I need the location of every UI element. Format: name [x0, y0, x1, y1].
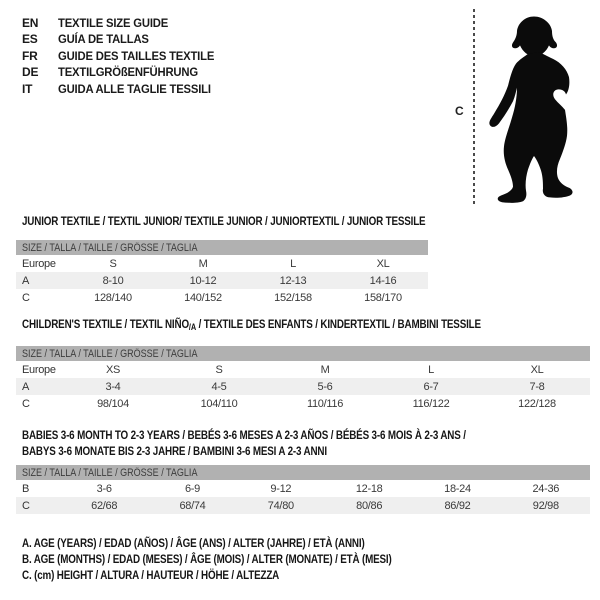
size-header-label: SIZE / TALLA / TAILLE / GRÖSSE / TAGLIA — [22, 241, 198, 254]
value-cell: 98/104 — [97, 397, 129, 410]
table-row-europe — [16, 255, 428, 272]
junior-textile-section — [16, 215, 428, 306]
size-cell: S — [215, 363, 223, 376]
value-cell: 3-4 — [105, 380, 121, 393]
toddler-silhouette-icon — [485, 5, 581, 207]
language-code: EN — [22, 16, 39, 30]
language-title: GUIDA ALLE TAGLIE TESSILI — [58, 81, 211, 96]
size-cell: M — [198, 257, 208, 270]
title-subscript: /A — [188, 322, 196, 332]
row-header-cell: Europe — [22, 257, 56, 270]
size-cell: XL — [530, 363, 544, 376]
value-cell: 68/74 — [179, 499, 206, 512]
title-text: CHILDREN'S TEXTILE / TEXTIL NIÑO — [22, 317, 189, 331]
language-title: GUIDE DES TAILLES TEXTILE — [58, 48, 215, 63]
language-row-en — [22, 15, 224, 31]
childrens-textile-title — [22, 318, 488, 334]
row-header-cell: A — [22, 274, 30, 287]
value-cell: 6-7 — [423, 380, 439, 393]
value-cell: 10-12 — [189, 274, 217, 287]
row-header-cell: C — [22, 291, 30, 304]
footnote-c: C. (cm) HEIGHT / ALTURA / HAUTEUR / HÖHE / ALTEZZA — [22, 567, 280, 582]
language-row-it — [22, 81, 224, 97]
language-code: ES — [22, 32, 38, 47]
value-cell: 86/92 — [444, 499, 471, 512]
value-cell: 92/98 — [532, 499, 559, 512]
value-cell: 110/116 — [306, 397, 344, 410]
value-cell: 14-16 — [369, 274, 397, 287]
value-cell: 4-5 — [211, 380, 227, 393]
value-cell: 122/128 — [518, 397, 556, 410]
value-cell: 128/140 — [94, 291, 132, 304]
language-list — [22, 15, 224, 97]
value-cell: 9-12 — [270, 482, 292, 495]
row-header-cell: C — [22, 397, 30, 410]
value-cell: 152/158 — [274, 291, 312, 304]
language-row-de — [22, 64, 224, 80]
value-cell: 7-8 — [529, 380, 545, 393]
size-cell: M — [320, 363, 330, 376]
footnotes — [22, 536, 473, 583]
value-cell: 116/122 — [412, 397, 450, 410]
size-cell: S — [109, 257, 117, 270]
language-code: DE — [22, 65, 39, 80]
size-cell: XL — [376, 257, 390, 270]
size-header-label: SIZE / TALLA / TAILLE / GRÖSSE / TAGLIA — [22, 347, 198, 360]
language-code: FR — [22, 48, 38, 63]
junior-textile-title: JUNIOR TEXTILE / TEXTIL JUNIOR/ TEXTILE JUNIOR / JUNIORTEXTIL / JUNIOR TESSILE — [22, 214, 426, 228]
size-header-bar — [16, 240, 428, 255]
table-row-height — [16, 289, 428, 306]
value-cell: 5-6 — [317, 380, 333, 393]
table-row-europe — [16, 361, 590, 378]
value-cell: 12-13 — [279, 274, 307, 287]
size-header-bar — [16, 465, 590, 480]
babies-textile-section — [16, 427, 590, 514]
value-cell: 8-10 — [102, 274, 124, 287]
babies-textile-title — [22, 427, 488, 459]
footnote-a: A. AGE (YEARS) / EDAD (AÑOS) / ÂGE (ANS) / ALTER (JAHRE) / ETÀ (ANNI) — [22, 536, 365, 550]
value-cell: 80/86 — [356, 499, 383, 512]
value-cell: 74/80 — [267, 499, 294, 512]
value-cell: 24-36 — [532, 482, 560, 495]
language-title: TEXTILGRÖßENFÜHRUNG — [58, 65, 198, 80]
value-cell: 158/170 — [364, 291, 402, 304]
table-row-months — [16, 480, 590, 497]
size-cell: XS — [105, 363, 121, 376]
language-row-es — [22, 31, 224, 47]
value-cell: 18-24 — [444, 482, 471, 495]
row-header-cell: B — [22, 482, 30, 495]
height-measure-label: C — [455, 104, 464, 118]
value-cell: 6-9 — [184, 482, 200, 495]
table-row-height — [16, 497, 590, 514]
language-title: GUÍA DE TALLAS — [58, 32, 149, 47]
value-cell: 62/68 — [91, 499, 118, 512]
language-title: TEXTILE SIZE GUIDE — [58, 16, 169, 30]
childrens-textile-section — [16, 318, 590, 412]
title-text: / TEXTILE DES ENFANTS / KINDERTEXTIL / BAMBINI TESSILE — [195, 317, 481, 331]
language-row-fr — [22, 48, 224, 64]
row-header-cell: A — [22, 380, 30, 393]
size-cell: L — [428, 363, 434, 376]
toddler-figure — [440, 0, 600, 215]
title-line-2: BABYS 3-6 MONATE BIS 2-3 JAHRE / BAMBINI 3-6 MESI A 2-3 ANNI — [22, 444, 327, 458]
table-row-age — [16, 378, 590, 395]
table-row-age — [16, 272, 428, 289]
table-row-height — [16, 395, 590, 412]
value-cell: 12-18 — [355, 482, 383, 495]
footnote-b: B. AGE (MONTHS) / EDAD (MESES) / ÂGE (MOIS) / ALTER (MONATE) / ETÀ (MESI) — [22, 551, 392, 566]
value-cell: 104/110 — [200, 397, 238, 410]
size-cell: L — [290, 257, 296, 270]
row-header-cell: Europe — [22, 363, 56, 376]
value-cell: 3-6 — [96, 482, 112, 495]
title-line-1: BABIES 3-6 MONTH TO 2-3 YEARS / BEBÉS 3-6 MESES A 2-3 AÑOS / BÉBÉS 3-6 MOIS À 2-3 ANS / — [22, 428, 466, 442]
value-cell: 140/152 — [184, 291, 222, 304]
size-header-label: SIZE / TALLA / TAILLE / GRÖSSE / TAGLIA — [22, 466, 198, 479]
size-header-bar — [16, 346, 590, 361]
height-measure-dashed-line — [473, 9, 475, 205]
language-code: IT — [22, 81, 33, 96]
row-header-cell: C — [22, 499, 30, 512]
